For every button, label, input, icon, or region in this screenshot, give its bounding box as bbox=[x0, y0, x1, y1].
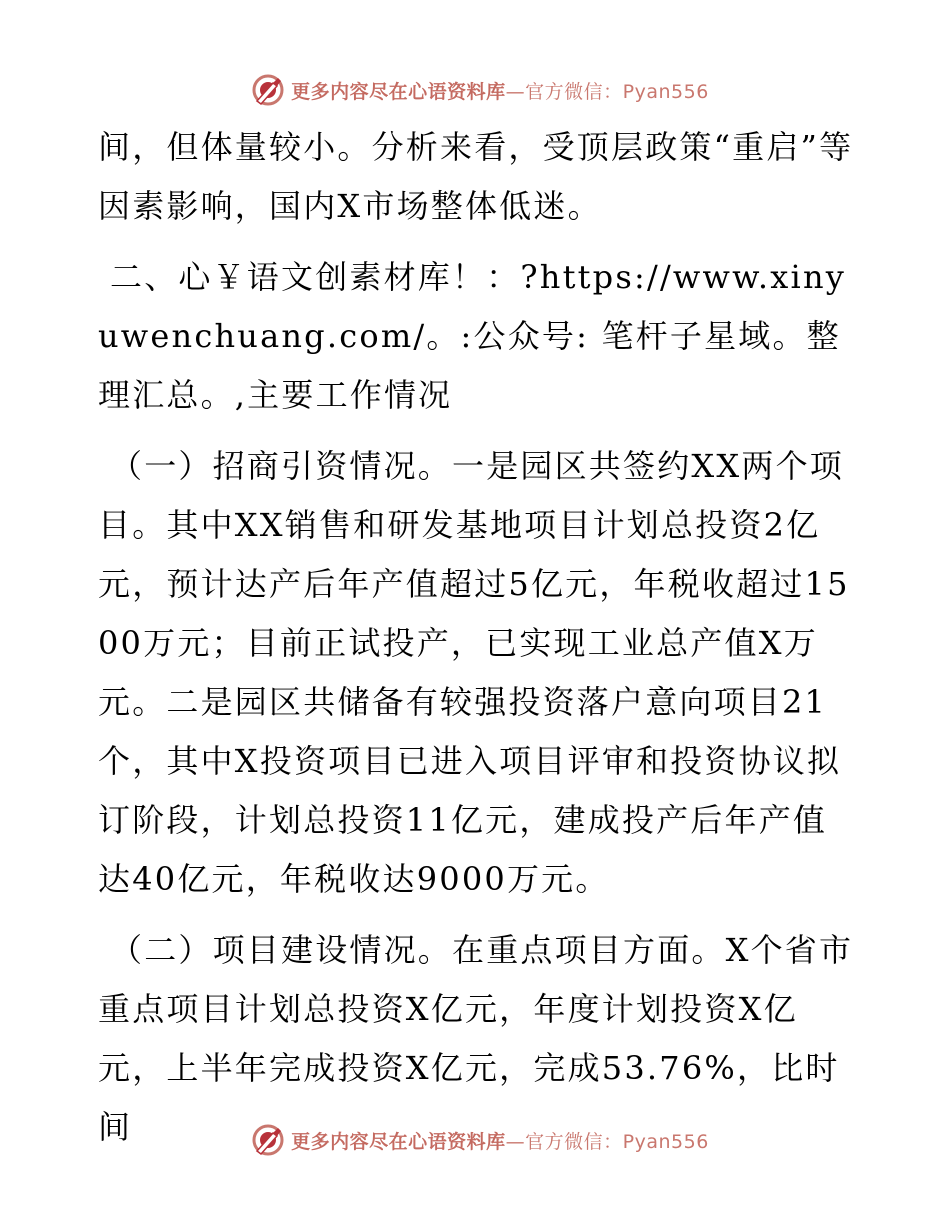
footer-watermark-banner bbox=[0, 1120, 950, 1160]
pen-logo-icon bbox=[251, 1123, 285, 1157]
header-watermark-banner bbox=[0, 70, 950, 110]
paragraph-investment: （一）招商引资情况。一是园区共签约XX两个项目。其中XX销售和研发基地项目计划总投资2亿元，预计达产后年产值超过5亿元，年税收超过1500万元；目前正试投产，已实现工业总产值X万元。二是园区共储备有较强投资落户意向项目21个，其中X投资项目已进入项目评审和投资协议拟订阶段，计划总投资11亿元，建成投产后年产值达40亿元，年税收达9000万元。 bbox=[98, 447, 850, 898]
paragraph-section-heading: 二、心￥语文创素材库！：?https://www.xinyuwenchuang.com/。:公众号: 笔杆子星域。整理汇总。,主要工作情况 bbox=[98, 258, 847, 414]
paragraph-project-construction: （二）项目建设情况。在重点项目方面。X个省市重点项目计划总投资X亿元，年度计划投资X亿元，上半年完成投资X亿元，完成53.76%，比时间 bbox=[98, 931, 854, 1146]
paragraph-continuation: 间，但体量较小。分析来看，受顶层政策“重启”等因素影响，国内X市场整体低迷。 bbox=[98, 128, 854, 225]
document-body bbox=[98, 118, 858, 1157]
header-banner-text: 更多内容尽在心语资料库—官方微信：Pyan556 bbox=[291, 80, 709, 103]
footer-banner-text: 更多内容尽在心语资料库—官方微信：Pyan556 bbox=[291, 1130, 709, 1153]
pen-logo-icon bbox=[251, 73, 285, 107]
